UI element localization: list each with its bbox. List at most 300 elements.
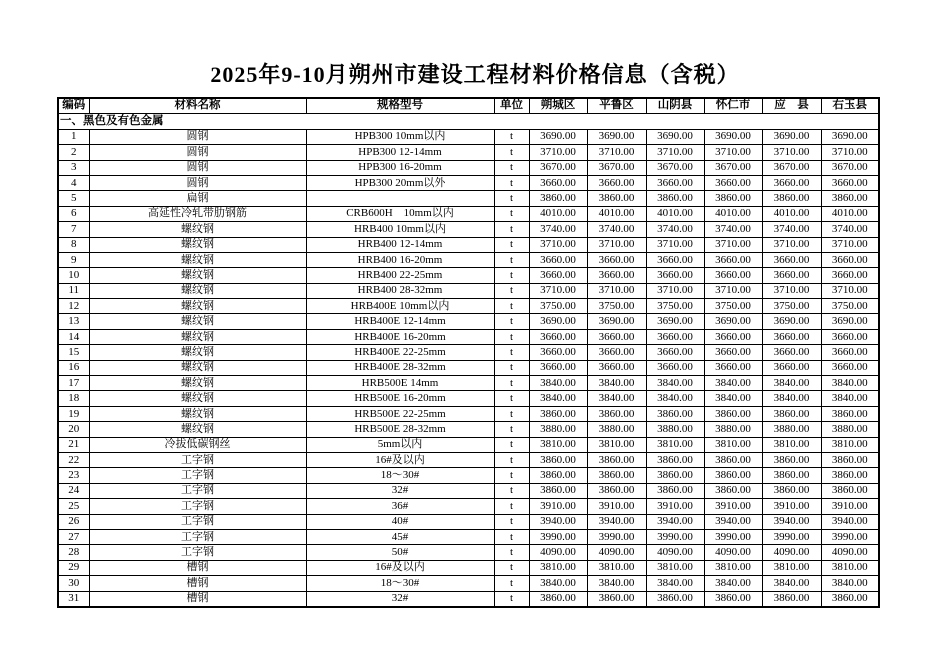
price-cell: 3840.00: [821, 576, 879, 591]
name-cell: 工字钢: [89, 452, 306, 467]
header-cell: 单位: [494, 98, 529, 114]
price-cell: 3810.00: [821, 560, 879, 575]
price-cell: 3990.00: [646, 529, 704, 544]
unit-cell: t: [494, 268, 529, 283]
unit-cell: t: [494, 483, 529, 498]
price-cell: 3670.00: [529, 160, 587, 175]
unit-cell: t: [494, 283, 529, 298]
spec-cell: HRB500E 14mm: [306, 376, 494, 391]
unit-cell: t: [494, 314, 529, 329]
spec-cell: HPB300 12-14mm: [306, 145, 494, 160]
price-cell: 3860.00: [762, 452, 821, 467]
table-header-row: [58, 98, 879, 114]
price-cell: 4010.00: [821, 206, 879, 221]
price-cell: 3750.00: [587, 299, 646, 314]
price-cell: 3940.00: [529, 514, 587, 529]
price-cell: 3860.00: [762, 483, 821, 498]
spec-cell: HRB400 12-14mm: [306, 237, 494, 252]
unit-cell: t: [494, 591, 529, 607]
price-cell: 3750.00: [821, 299, 879, 314]
price-cell: 3660.00: [529, 268, 587, 283]
name-cell: 扁钢: [89, 191, 306, 206]
price-cell: 3750.00: [646, 299, 704, 314]
price-cell: 3860.00: [587, 468, 646, 483]
table-row: [58, 206, 879, 221]
price-cell: 3840.00: [587, 376, 646, 391]
price-cell: 3840.00: [646, 376, 704, 391]
name-cell: 螺纹钢: [89, 299, 306, 314]
table-row: [58, 483, 879, 498]
price-cell: 3840.00: [762, 376, 821, 391]
price-cell: 3660.00: [587, 329, 646, 344]
price-cell: 3810.00: [587, 560, 646, 575]
name-cell: 螺纹钢: [89, 376, 306, 391]
table-row: [58, 329, 879, 344]
name-cell: 工字钢: [89, 468, 306, 483]
code-cell: 29: [58, 560, 89, 575]
name-cell: 螺纹钢: [89, 360, 306, 375]
unit-cell: t: [494, 360, 529, 375]
table-row: [58, 376, 879, 391]
price-cell: 3810.00: [704, 560, 762, 575]
price-cell: 3690.00: [704, 129, 762, 144]
price-cell: 3660.00: [646, 268, 704, 283]
code-cell: 26: [58, 514, 89, 529]
price-cell: 3690.00: [587, 129, 646, 144]
price-cell: 3860.00: [587, 406, 646, 421]
code-cell: 28: [58, 545, 89, 560]
price-cell: 3860.00: [529, 591, 587, 607]
unit-cell: t: [494, 191, 529, 206]
price-cell: 3660.00: [821, 252, 879, 267]
price-cell: 3840.00: [646, 576, 704, 591]
unit-cell: t: [494, 206, 529, 221]
price-cell: 3860.00: [704, 406, 762, 421]
spec-cell: HRB500E 22-25mm: [306, 406, 494, 421]
name-cell: 螺纹钢: [89, 422, 306, 437]
spec-cell: HRB400E 22-25mm: [306, 345, 494, 360]
header-cell: 山阴县: [646, 98, 704, 114]
price-cell: 3990.00: [821, 529, 879, 544]
spec-cell: 45#: [306, 529, 494, 544]
table-row: [58, 191, 879, 206]
price-cell: 3840.00: [821, 376, 879, 391]
price-cell: 3660.00: [529, 175, 587, 190]
price-cell: 3660.00: [529, 329, 587, 344]
spec-cell: HPB300 10mm以内: [306, 129, 494, 144]
code-cell: 10: [58, 268, 89, 283]
price-cell: 3660.00: [762, 175, 821, 190]
price-cell: 3690.00: [587, 314, 646, 329]
price-cell: 3710.00: [529, 145, 587, 160]
code-cell: 18: [58, 391, 89, 406]
header-cell: 材料名称: [89, 98, 306, 114]
price-cell: 3840.00: [587, 391, 646, 406]
header-cell: 应 县: [762, 98, 821, 114]
price-cell: 3740.00: [762, 222, 821, 237]
spec-cell: HRB400 22-25mm: [306, 268, 494, 283]
table-row: [58, 576, 879, 591]
price-cell: 3990.00: [704, 529, 762, 544]
price-cell: 3940.00: [821, 514, 879, 529]
price-cell: 3660.00: [762, 252, 821, 267]
name-cell: 螺纹钢: [89, 237, 306, 252]
unit-cell: t: [494, 129, 529, 144]
unit-cell: t: [494, 345, 529, 360]
table-row: [58, 160, 879, 175]
name-cell: 工字钢: [89, 499, 306, 514]
name-cell: 螺纹钢: [89, 314, 306, 329]
price-cell: 3710.00: [821, 237, 879, 252]
spec-cell: HPB300 20mm以外: [306, 175, 494, 190]
price-cell: 3860.00: [704, 483, 762, 498]
price-cell: 3710.00: [529, 237, 587, 252]
price-cell: 3710.00: [587, 237, 646, 252]
price-cell: 3860.00: [587, 483, 646, 498]
unit-cell: t: [494, 175, 529, 190]
price-cell: 3740.00: [646, 222, 704, 237]
table-row: [58, 529, 879, 544]
spec-cell: 16#及以内: [306, 452, 494, 467]
spec-cell: 18～30#: [306, 576, 494, 591]
name-cell: 槽钢: [89, 576, 306, 591]
price-cell: 3860.00: [529, 452, 587, 467]
unit-cell: t: [494, 437, 529, 452]
price-cell: 3690.00: [529, 129, 587, 144]
price-cell: 3660.00: [646, 360, 704, 375]
table-row: [58, 268, 879, 283]
name-cell: 槽钢: [89, 591, 306, 607]
price-cell: 3750.00: [704, 299, 762, 314]
price-cell: 3710.00: [704, 283, 762, 298]
price-cell: 3660.00: [704, 329, 762, 344]
unit-cell: t: [494, 499, 529, 514]
price-cell: 3690.00: [646, 129, 704, 144]
price-cell: 3710.00: [704, 145, 762, 160]
price-cell: 3840.00: [704, 576, 762, 591]
name-cell: 圆钢: [89, 145, 306, 160]
price-cell: 3860.00: [529, 468, 587, 483]
price-cell: 3880.00: [821, 422, 879, 437]
table-row: [58, 468, 879, 483]
price-cell: 3880.00: [587, 422, 646, 437]
price-cell: 3710.00: [762, 237, 821, 252]
unit-cell: t: [494, 237, 529, 252]
price-cell: 3840.00: [587, 576, 646, 591]
price-cell: 3810.00: [646, 437, 704, 452]
code-cell: 22: [58, 452, 89, 467]
price-cell: 3860.00: [821, 468, 879, 483]
price-cell: 3860.00: [821, 452, 879, 467]
price-cell: 4010.00: [646, 206, 704, 221]
price-cell: 3810.00: [646, 560, 704, 575]
name-cell: 槽钢: [89, 560, 306, 575]
price-cell: 3690.00: [762, 314, 821, 329]
price-cell: 3860.00: [821, 406, 879, 421]
price-cell: 3860.00: [762, 468, 821, 483]
table-row: [58, 591, 879, 607]
price-cell: 3690.00: [529, 314, 587, 329]
spec-cell: 18～30#: [306, 468, 494, 483]
price-cell: 3660.00: [587, 252, 646, 267]
table-row: [58, 222, 879, 237]
price-cell: 3710.00: [821, 283, 879, 298]
unit-cell: t: [494, 145, 529, 160]
spec-cell: HRB500E 28-32mm: [306, 422, 494, 437]
unit-cell: t: [494, 422, 529, 437]
price-cell: 3810.00: [529, 560, 587, 575]
table-row: [58, 299, 879, 314]
price-cell: 3810.00: [704, 437, 762, 452]
spec-cell: HRB400 10mm以内: [306, 222, 494, 237]
name-cell: 圆钢: [89, 175, 306, 190]
price-cell: 3910.00: [762, 499, 821, 514]
price-cell: 3940.00: [646, 514, 704, 529]
table-row: [58, 422, 879, 437]
code-cell: 5: [58, 191, 89, 206]
code-cell: 14: [58, 329, 89, 344]
spec-cell: 50#: [306, 545, 494, 560]
table-row: [58, 283, 879, 298]
unit-cell: t: [494, 514, 529, 529]
code-cell: 7: [58, 222, 89, 237]
name-cell: 工字钢: [89, 529, 306, 544]
name-cell: 螺纹钢: [89, 222, 306, 237]
spec-cell: [306, 191, 494, 206]
price-cell: 3860.00: [646, 452, 704, 467]
price-cell: 3880.00: [646, 422, 704, 437]
price-cell: 3860.00: [704, 191, 762, 206]
price-cell: 3840.00: [821, 391, 879, 406]
table-row: [58, 360, 879, 375]
section-row: [58, 114, 879, 129]
table-row: [58, 314, 879, 329]
price-cell: 3710.00: [762, 283, 821, 298]
price-cell: 3690.00: [762, 129, 821, 144]
price-cell: 3860.00: [704, 452, 762, 467]
price-cell: 3860.00: [529, 191, 587, 206]
unit-cell: t: [494, 376, 529, 391]
table-row: [58, 452, 879, 467]
unit-cell: t: [494, 391, 529, 406]
unit-cell: t: [494, 222, 529, 237]
table-row: [58, 560, 879, 575]
header-cell: 规格型号: [306, 98, 494, 114]
price-cell: 3860.00: [529, 483, 587, 498]
price-cell: 4010.00: [704, 206, 762, 221]
price-cell: 3660.00: [529, 252, 587, 267]
price-cell: 3660.00: [821, 175, 879, 190]
price-cell: 3710.00: [821, 145, 879, 160]
price-cell: 3910.00: [529, 499, 587, 514]
table-row: [58, 514, 879, 529]
price-cell: 3740.00: [704, 222, 762, 237]
price-cell: 3860.00: [762, 406, 821, 421]
price-cell: 3860.00: [587, 191, 646, 206]
price-cell: 3660.00: [529, 345, 587, 360]
spec-cell: 32#: [306, 591, 494, 607]
code-cell: 4: [58, 175, 89, 190]
unit-cell: t: [494, 468, 529, 483]
name-cell: 冷拔低碳钢丝: [89, 437, 306, 452]
spec-cell: 5mm以内: [306, 437, 494, 452]
price-cell: 3860.00: [646, 483, 704, 498]
price-cell: 3660.00: [762, 360, 821, 375]
price-cell: 3840.00: [529, 391, 587, 406]
code-cell: 6: [58, 206, 89, 221]
price-cell: 3860.00: [646, 468, 704, 483]
code-cell: 17: [58, 376, 89, 391]
table-row: [58, 237, 879, 252]
price-cell: 3670.00: [762, 160, 821, 175]
price-cell: 3810.00: [762, 560, 821, 575]
table-row: [58, 406, 879, 421]
unit-cell: t: [494, 560, 529, 575]
unit-cell: t: [494, 452, 529, 467]
price-cell: 3710.00: [587, 283, 646, 298]
price-cell: 3860.00: [821, 483, 879, 498]
price-cell: 3860.00: [587, 452, 646, 467]
name-cell: 螺纹钢: [89, 329, 306, 344]
price-cell: 3860.00: [529, 406, 587, 421]
price-cell: 4090.00: [704, 545, 762, 560]
price-cell: 3860.00: [704, 468, 762, 483]
price-cell: 3860.00: [762, 191, 821, 206]
name-cell: 螺纹钢: [89, 283, 306, 298]
price-cell: 3670.00: [821, 160, 879, 175]
price-cell: 4010.00: [529, 206, 587, 221]
price-cell: 3660.00: [821, 268, 879, 283]
price-cell: 3710.00: [762, 145, 821, 160]
price-cell: 3810.00: [587, 437, 646, 452]
price-cell: 3660.00: [646, 329, 704, 344]
price-cell: 3670.00: [646, 160, 704, 175]
price-cell: 3910.00: [587, 499, 646, 514]
price-cell: 3660.00: [821, 345, 879, 360]
price-cell: 3840.00: [529, 376, 587, 391]
code-cell: 11: [58, 283, 89, 298]
table-row: [58, 545, 879, 560]
unit-cell: t: [494, 329, 529, 344]
price-cell: 3660.00: [762, 345, 821, 360]
spec-cell: HRB400E 10mm以内: [306, 299, 494, 314]
code-cell: 9: [58, 252, 89, 267]
table-row: [58, 345, 879, 360]
price-cell: 3660.00: [646, 345, 704, 360]
price-cell: 3810.00: [529, 437, 587, 452]
price-cell: 3940.00: [762, 514, 821, 529]
name-cell: 工字钢: [89, 483, 306, 498]
price-table: [57, 97, 880, 608]
name-cell: 圆钢: [89, 129, 306, 144]
price-cell: 3910.00: [821, 499, 879, 514]
price-cell: 3660.00: [646, 252, 704, 267]
price-cell: 3860.00: [821, 191, 879, 206]
price-cell: 3880.00: [529, 422, 587, 437]
price-cell: 3660.00: [704, 175, 762, 190]
spec-cell: CRB600H 10mm以内: [306, 206, 494, 221]
code-cell: 19: [58, 406, 89, 421]
price-cell: 3660.00: [587, 175, 646, 190]
spec-cell: HRB400E 16-20mm: [306, 329, 494, 344]
price-cell: 3690.00: [646, 314, 704, 329]
price-cell: 3740.00: [529, 222, 587, 237]
price-cell: 3660.00: [762, 329, 821, 344]
price-cell: 3910.00: [646, 499, 704, 514]
name-cell: 螺纹钢: [89, 252, 306, 267]
name-cell: 螺纹钢: [89, 391, 306, 406]
price-cell: 3710.00: [529, 283, 587, 298]
table-row: [58, 129, 879, 144]
price-cell: 4090.00: [646, 545, 704, 560]
price-cell: 3740.00: [587, 222, 646, 237]
unit-cell: t: [494, 406, 529, 421]
price-cell: 3660.00: [704, 268, 762, 283]
price-cell: 3660.00: [529, 360, 587, 375]
name-cell: 螺纹钢: [89, 406, 306, 421]
price-cell: 4090.00: [821, 545, 879, 560]
price-cell: 3660.00: [704, 252, 762, 267]
price-cell: 3690.00: [704, 314, 762, 329]
price-cell: 3690.00: [821, 314, 879, 329]
table-row: [58, 175, 879, 190]
price-cell: 3840.00: [762, 391, 821, 406]
price-cell: 3840.00: [704, 376, 762, 391]
spec-cell: 32#: [306, 483, 494, 498]
price-cell: 3660.00: [821, 360, 879, 375]
header-cell: 怀仁市: [704, 98, 762, 114]
spec-cell: HRB400E 12-14mm: [306, 314, 494, 329]
price-cell: 3860.00: [646, 591, 704, 607]
spec-cell: HRB400E 28-32mm: [306, 360, 494, 375]
price-cell: 3810.00: [821, 437, 879, 452]
name-cell: 螺纹钢: [89, 268, 306, 283]
price-cell: 3660.00: [646, 175, 704, 190]
code-cell: 21: [58, 437, 89, 452]
page-title: 2025年9-10月朔州市建设工程材料价格信息（含税）: [210, 62, 740, 87]
price-cell: 4010.00: [762, 206, 821, 221]
price-cell: 3990.00: [529, 529, 587, 544]
unit-cell: t: [494, 576, 529, 591]
price-cell: 3940.00: [704, 514, 762, 529]
code-cell: 2: [58, 145, 89, 160]
price-cell: 3940.00: [587, 514, 646, 529]
unit-cell: t: [494, 299, 529, 314]
price-cell: 3860.00: [646, 191, 704, 206]
table-row: [58, 145, 879, 160]
code-cell: 30: [58, 576, 89, 591]
spec-cell: HPB300 16-20mm: [306, 160, 494, 175]
price-cell: 3710.00: [646, 145, 704, 160]
code-cell: 12: [58, 299, 89, 314]
price-cell: 3670.00: [587, 160, 646, 175]
price-cell: 3660.00: [704, 360, 762, 375]
unit-cell: t: [494, 545, 529, 560]
price-cell: 3750.00: [529, 299, 587, 314]
code-cell: 13: [58, 314, 89, 329]
table-row: [58, 391, 879, 406]
price-cell: 3710.00: [646, 283, 704, 298]
price-cell: 3740.00: [821, 222, 879, 237]
name-cell: 高延性冷轧带肋钢筋: [89, 206, 306, 221]
code-cell: 20: [58, 422, 89, 437]
price-cell: 3660.00: [587, 268, 646, 283]
price-cell: 3880.00: [704, 422, 762, 437]
price-cell: 3670.00: [704, 160, 762, 175]
table-row: [58, 437, 879, 452]
price-cell: 3860.00: [762, 591, 821, 607]
price-cell: 3660.00: [821, 329, 879, 344]
